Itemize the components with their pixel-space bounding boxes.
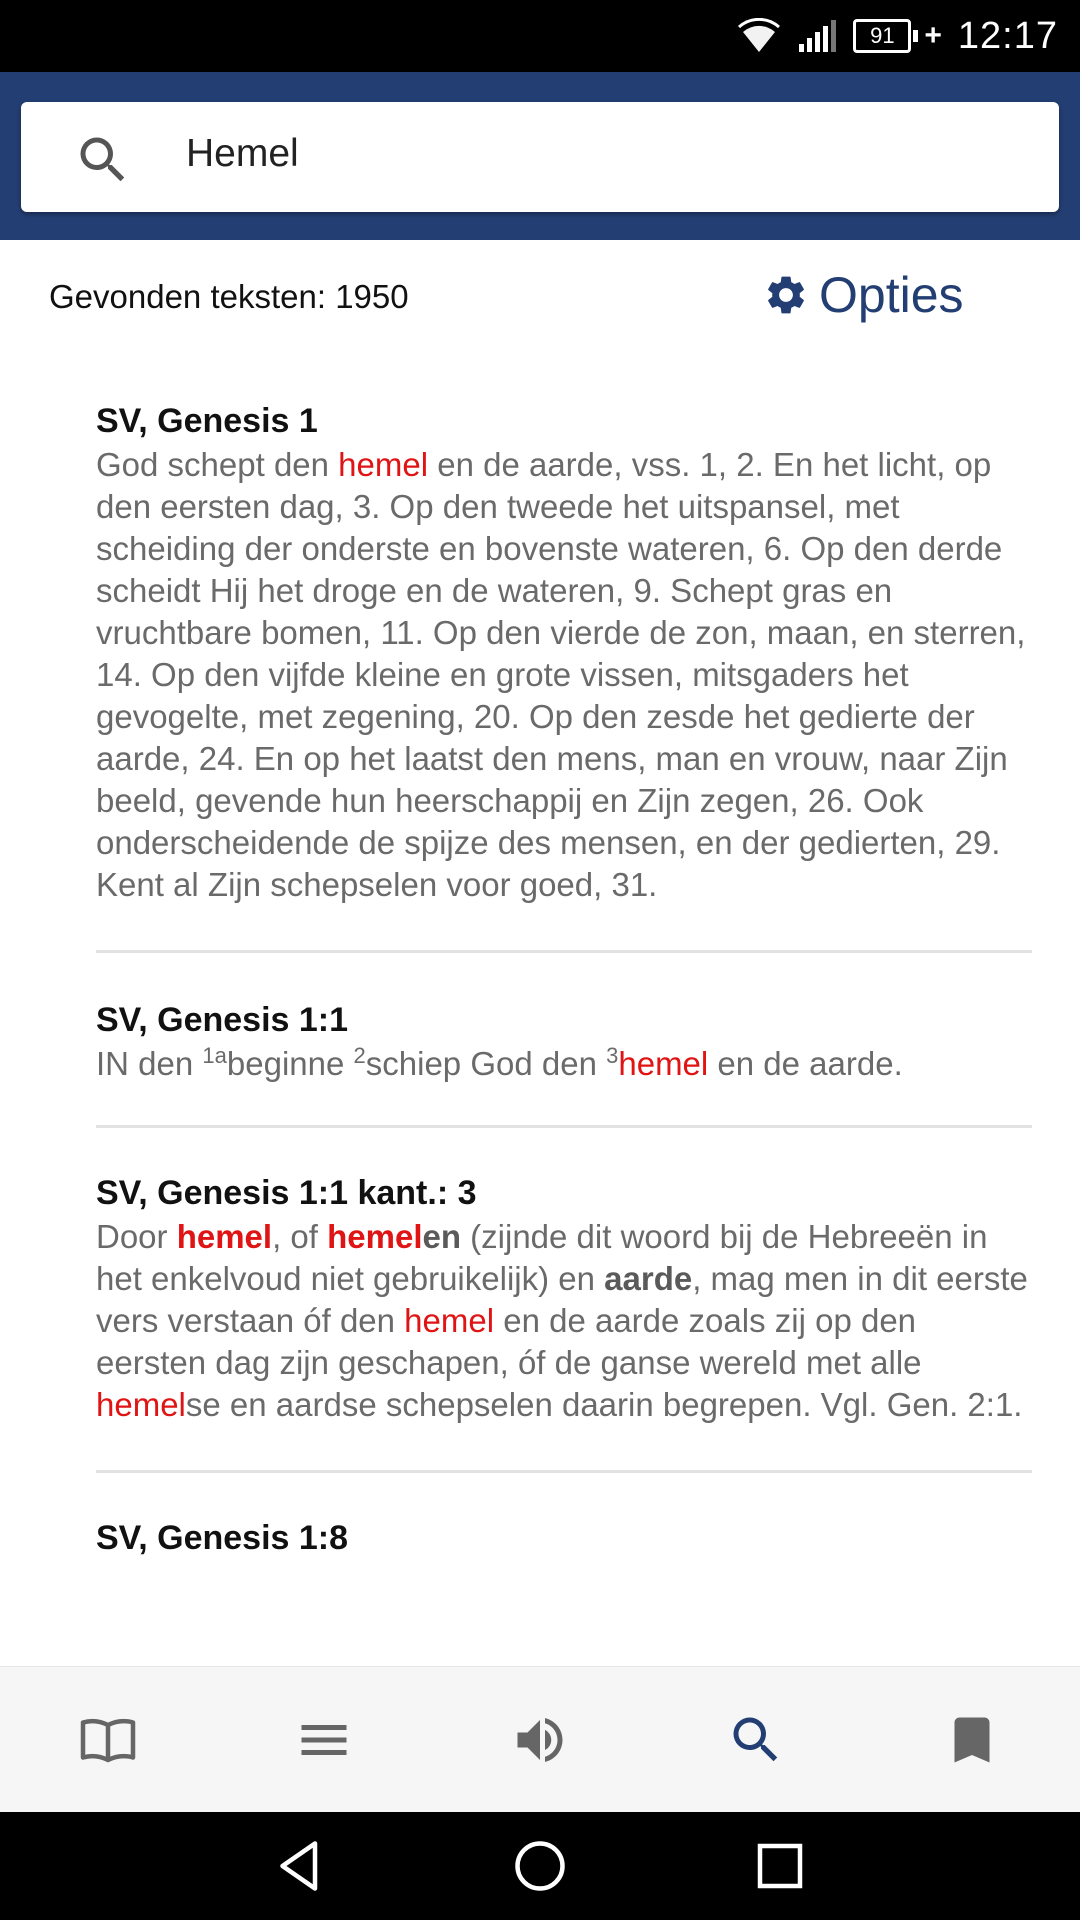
- bottom-navigation: [0, 1666, 1080, 1813]
- highlight: hemel: [176, 1218, 273, 1255]
- wifi-icon: [737, 18, 781, 54]
- system-nav-bar: [0, 1812, 1080, 1920]
- bookmark-icon: [942, 1710, 1002, 1770]
- highlight: hemel: [96, 1386, 186, 1423]
- nav-search-button[interactable]: [648, 1667, 864, 1813]
- status-bar: [0, 0, 1080, 72]
- result-text: God schept den hemel en de aarde, vss. 1, 2. En het licht, op den eersten dag, 3. Op den tweede het uitspansel, met scheiding der onderste en bovenste wateren, 6. Op den derde scheidt Hij het droge en de wateren, 9. Schept gras en vruchtbare bomen, 11. Op den vierde de zon, maan, en sterren, 14. Op den vijfde kleine en grote vissen, mitsgaders het gevogelte, met zegening, 20. Op den zesde het gedierte der aarde, 24. En op het laatst den mens, man en vrouw, naar Zijn beeld, gevende hun heerschappij en Zijn zegen, 26. Ook onderscheidende de spijze des mensen, en der gedierten, 29. Kent al Zijn schepselen voor goed, 31.: [96, 446, 1026, 903]
- battery-level: 91: [853, 19, 911, 53]
- highlight: hemel: [327, 1218, 423, 1255]
- result-title: SV, Genesis 1:8: [96, 1519, 349, 1557]
- battery-indicator: [853, 19, 942, 53]
- book-icon: [78, 1710, 138, 1770]
- search-header: [0, 72, 1080, 240]
- results-list: [96, 398, 1032, 1561]
- nav-bible-button[interactable]: [0, 1667, 216, 1813]
- result-title: SV, Genesis 1:1 kant.: 3: [96, 1174, 477, 1212]
- home-icon: [510, 1836, 570, 1896]
- result-title: SV, Genesis 1:1: [96, 1001, 349, 1039]
- search-icon[interactable]: [73, 130, 133, 190]
- result-item[interactable]: [96, 398, 1032, 953]
- search-input[interactable]: Hemel: [186, 132, 299, 175]
- clock: 12:17: [957, 14, 1058, 57]
- nav-audio-button[interactable]: [432, 1667, 648, 1813]
- result-text: Door hemel, of hemelen (zijnde dit woord bij de Hebreeën in het enkelvoud niet gebruikelijk) en aarde, mag men in dit eerste vers verstaan óf den hemel en de aarde zoals zij op den eersten dag zijn geschapen, óf de ganse wereld met alle hemelse en aardse schepselen daarin begrepen. Vgl. Gen. 2:1.: [96, 1218, 1028, 1423]
- options-label: Opties: [819, 267, 964, 323]
- back-button[interactable]: [240, 1812, 360, 1920]
- recents-icon: [750, 1836, 810, 1896]
- result-item[interactable]: [96, 1128, 1032, 1473]
- search-box[interactable]: [21, 102, 1059, 212]
- signal-icon: [797, 18, 837, 54]
- menu-icon: [294, 1710, 354, 1770]
- result-item[interactable]: [96, 1473, 1032, 1561]
- result-item[interactable]: [96, 953, 1032, 1128]
- result-text: IN den $^{1a}$beginne $^2$schiep God den $^3$hemel en de aarde.: [96, 1043, 903, 1082]
- charging-icon: +: [924, 19, 942, 52]
- result-title: SV, Genesis 1: [96, 402, 318, 440]
- back-icon: [270, 1836, 330, 1896]
- highlight: hemel: [404, 1302, 495, 1339]
- results-count: Gevonden teksten: 1950: [49, 278, 409, 315]
- highlight: hemel: [618, 1045, 709, 1082]
- highlight: hemel: [338, 446, 429, 483]
- recents-button[interactable]: [720, 1812, 840, 1920]
- search-icon: [726, 1710, 786, 1770]
- home-button[interactable]: [480, 1812, 600, 1920]
- options-button[interactable]: [763, 266, 964, 324]
- volume-icon: [510, 1710, 570, 1770]
- nav-bookmark-button[interactable]: [864, 1667, 1080, 1813]
- nav-menu-button[interactable]: [216, 1667, 432, 1813]
- gear-icon: [763, 272, 809, 318]
